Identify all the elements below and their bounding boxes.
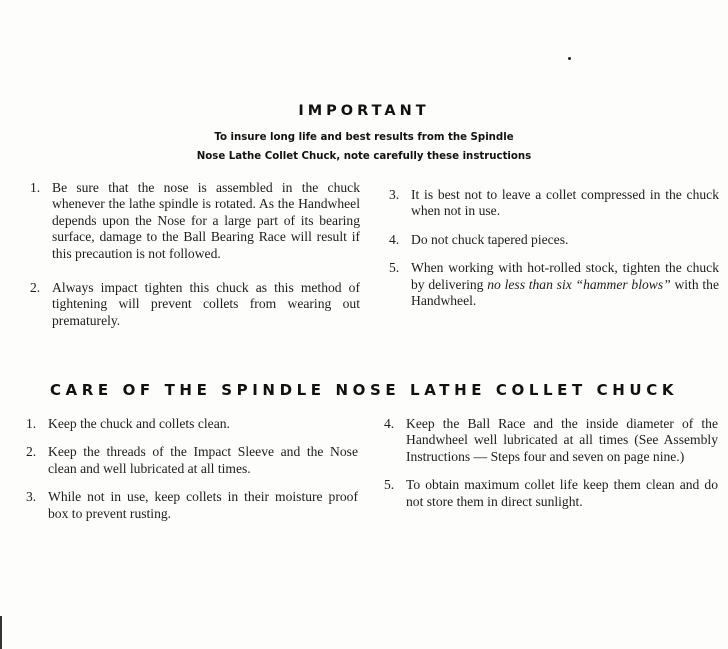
care-heading: CARE OF THE SPINDLE NOSE LATHE COLLET CHUCK [49, 381, 679, 399]
item-text: Keep the chuck and collets clean. [48, 416, 230, 431]
list-item [26, 489, 358, 522]
important-subheading [0, 128, 728, 166]
subheading-line-2: Nose Lathe Collet Chuck, note carefully these instructions [196, 151, 532, 162]
item-number: 3. [26, 489, 37, 505]
item-number: 4. [389, 231, 400, 247]
item-text-end: with the Handwheel. [411, 276, 719, 309]
item-text: Do not chuck tapered pieces. [411, 231, 569, 247]
item-number: 3. [389, 187, 400, 202]
item-text: Keep the threads of the Impact Sleeve and the Nose clean and well lubricated at all times. [48, 444, 358, 476]
list-item [389, 232, 719, 248]
print-speck [568, 57, 571, 60]
care-right-column [384, 416, 718, 510]
item-text [411, 260, 719, 309]
list-item [30, 180, 360, 262]
item-text: Be sure that the nose is assembled in the chuck whenever the lathe spindle is rotated. As the Handwheel depends upon the Nose for a large part of its bearing surface, damage to the Ball Bearing Race will result if this precaution is not followed. [52, 180, 360, 261]
list-item [389, 187, 719, 220]
item-number: 2. [26, 444, 37, 460]
item-text-start: When working with hot-rolled stock, tighten the chuck by delivering [411, 260, 719, 292]
list-item [384, 477, 718, 510]
item-number: 5. [384, 477, 395, 493]
item-number: 2. [30, 280, 41, 296]
item-number: 1. [30, 180, 41, 195]
item-number: 1. [26, 416, 37, 431]
page-edge-mark [0, 616, 2, 649]
item-number: 5. [389, 260, 400, 276]
item-text: While not in use, keep collets in their moisture proof box to prevent rusting. [48, 489, 358, 521]
item-text-italic: no less than six “hammer blows” [487, 276, 671, 292]
item-text: Keep the Ball Race and the inside diameter of the Handwheel well lubricated at all times (See Assembly Instructions — Steps four and seven on page nine.) [406, 416, 718, 464]
item-number: 4. [384, 416, 395, 431]
item-text: It is best not to leave a collet compressed in the chuck when not in use. [411, 187, 719, 219]
subheading-line-1: To insure long life and best results from the Spindle [214, 132, 514, 143]
important-heading: IMPORTANT [298, 103, 430, 119]
list-item [26, 416, 358, 432]
list-item [30, 280, 360, 329]
item-text: To obtain maximum collet life keep them clean and do not store them in direct sunlight. [406, 477, 718, 509]
important-left-column [30, 180, 360, 329]
important-right-column [389, 187, 719, 309]
list-item [389, 260, 719, 309]
list-item [384, 416, 718, 465]
list-item [26, 444, 358, 477]
item-text: Always impact tighten this chuck as this method of tightening will prevent collets from wearing out prematurely. [52, 280, 360, 328]
care-left-column [26, 416, 358, 522]
